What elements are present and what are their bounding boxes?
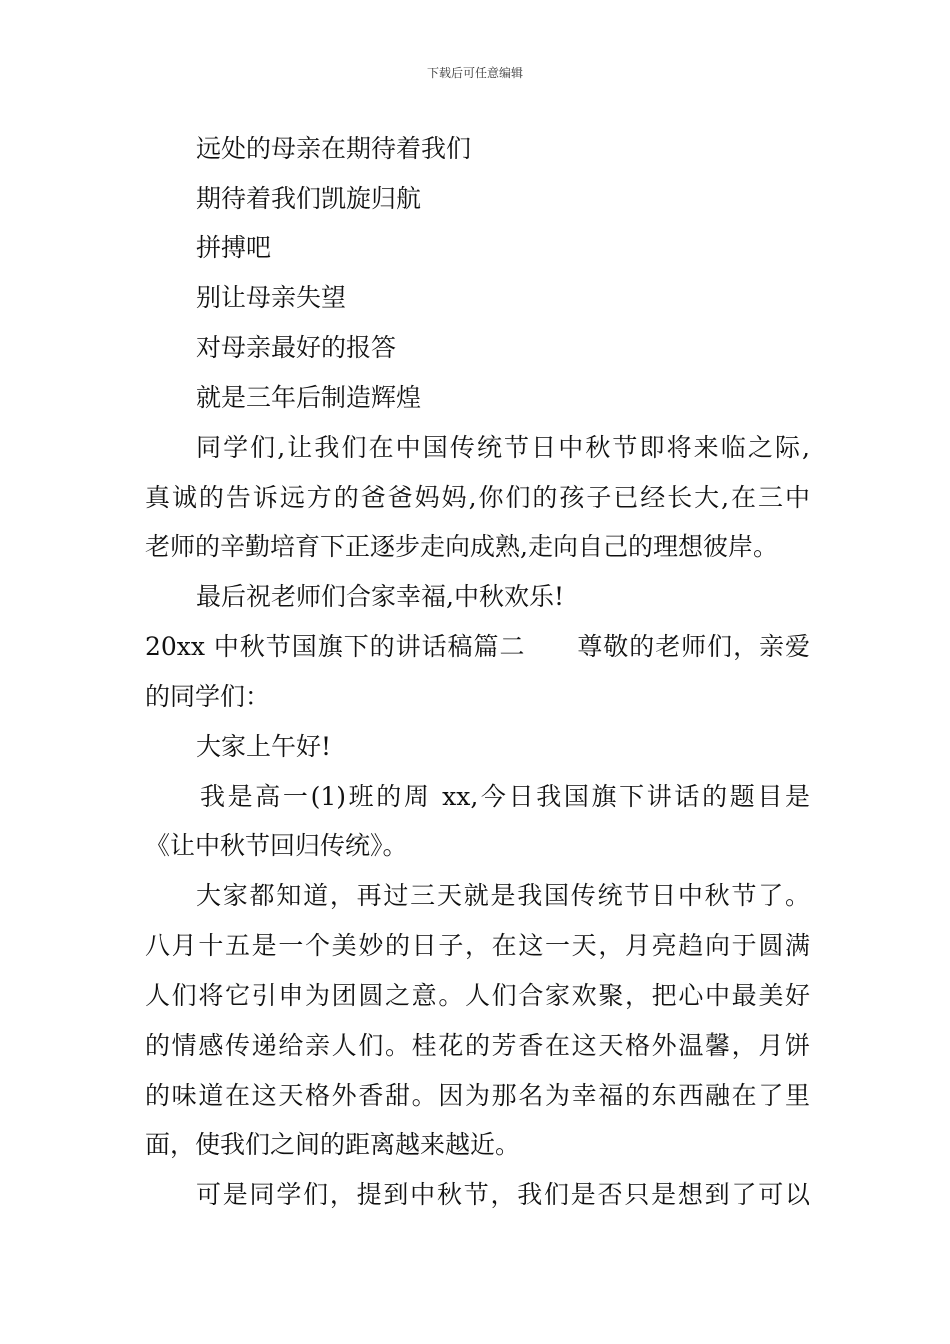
section-title: 20xx 中秋节国旗下的讲话稿篇二 尊敬的老师们，亲爱 [145,632,810,661]
paragraph-line: 八月十五是一个美妙的日子，在这一天，月亮趋向于圆满 [145,931,810,960]
paragraph-line: 同学们,让我们在中国传统节日中秋节即将来临之际, [196,433,810,462]
paragraph-line: 老师的辛勤培育下正逐步走向成熟,走向自己的理想彼岸。 [145,532,778,561]
paragraph-line: 的同学们： [145,682,271,711]
paragraph-line: 可是同学们，提到中秋节，我们是否只是想到了可以 [196,1180,810,1209]
paragraph-line: 最后祝老师们合家幸福,中秋欢乐! [196,582,564,611]
page-header: 下载后可任意编辑 [426,66,523,80]
paragraph-line: 人们将它引申为团圆之意。人们合家欢聚，把心中最美好 [145,981,810,1010]
paragraph-line: 大家上午好! [196,732,332,761]
paragraph-line: 真诚的告诉远方的爸爸妈妈,你们的孩子已经长大,在三中 [145,483,810,512]
paragraph-line: 我是高一(1)班的周 xx,今日我国旗下讲话的题目是 [200,782,810,811]
poem-line: 对母亲最好的报答 [196,333,397,362]
poem-line: 期待着我们凯旋归航 [196,184,422,213]
paragraph-line: 《让中秋节回归传统》。 [145,831,408,860]
poem-line: 就是三年后制造辉煌 [196,383,422,412]
poem-line: 拼搏吧 [196,233,272,262]
paragraph-line: 的味道在这天格外香甜。因为那名为幸福的东西融在了里 [145,1081,810,1110]
paragraph-line: 的情感传递给亲人们。桂花的芳香在这天格外温馨，月饼 [145,1031,810,1060]
paragraph-line: 大家都知道，再过三天就是我国传统节日中秋节了。 [196,881,810,910]
poem-line: 远处的母亲在期待着我们 [196,134,472,163]
paragraph-line: 面，使我们之间的距离越来越近。 [145,1130,521,1159]
poem-line: 别让母亲失望 [196,283,347,312]
